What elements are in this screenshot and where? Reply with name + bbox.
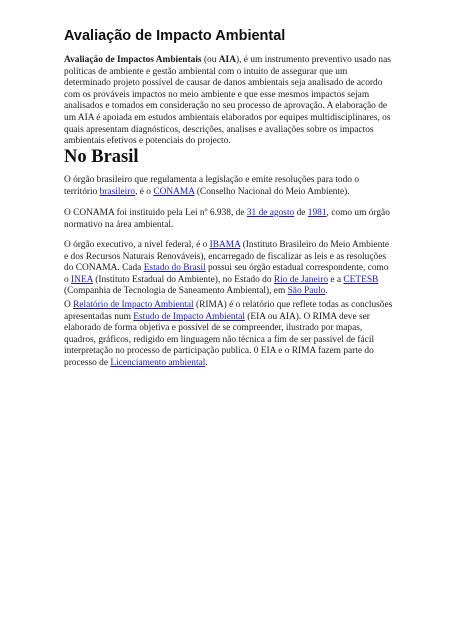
link-inea[interactable]: INEA [71, 274, 93, 285]
link-conama[interactable]: CONAMA [153, 186, 195, 197]
paragraph-conama [64, 175, 394, 198]
text: , como um órgão normativo na área ambiental. [64, 208, 390, 230]
text: (RIMA) é o relatório que reflete todas as conclusões apresentadas num [64, 300, 393, 322]
intro-bold-term: Avaliação de Impactos Ambientais [64, 55, 202, 65]
paragraph-lei [64, 208, 394, 231]
link-1981[interactable]: 1981 [307, 208, 327, 218]
intro-paragraph [64, 55, 394, 148]
link-sao-paulo[interactable]: São Paulo [287, 286, 326, 297]
text: e a [328, 274, 344, 285]
paragraph-ibama [64, 240, 394, 298]
link-relatorio-impacto-ambiental[interactable]: Relatório de Impacto Ambiental [73, 300, 194, 310]
link-cetesb[interactable]: CETESB [343, 274, 379, 285]
text: (Instituto Brasileiro do Meio Ambiente e dos Recursos Naturais Renováveis), encarregado de fiscalizar as leis e as resoluções do CONAMA. Cada [64, 240, 390, 274]
text: (Conselho Nacional do Meio Ambiente). [194, 186, 350, 197]
link-estado-do-brasil[interactable]: Estado do Brasil [143, 263, 206, 274]
text: possui seu órgão estadual correspondente, como o [64, 263, 389, 285]
link-brasileiro[interactable]: brasileiro [99, 186, 136, 197]
intro-bold-abbrev: AIA [218, 55, 236, 65]
paragraph-rima [64, 300, 394, 370]
text: (Instituto Estadual do Ambiente), no Estado do [92, 274, 274, 285]
intro-text: ), é um instrumento preventivo usado nas políticas de ambiente e gestão ambiental com o intuito de assegurar que um determinado projeto possível de causar de danos ambientais seja analisado de acordo com os prováveis impactos no meio ambiente e que esse mesmos impactos sejam analisados e tomados em consideração no seu processo de aprovação. A elaboração de um AIA é apoiada em estudos ambientais elaborados por equipes multidisciplinares, os quais apresentam diagnósticos, descrições, analises e avaliações sobre os impactos ambientais efetivos e potenciais do projecto. [64, 55, 391, 147]
text: O CONAMA foi instituido pela Lei nº 6.938, de [64, 208, 247, 218]
link-rio-de-janeiro[interactable]: Rio de Janeiro [273, 274, 329, 285]
text: O órgão brasileiro que regulamenta a legislação e emite resoluções para todo o território [64, 175, 360, 197]
text: (Companhia de Tecnologia de Saneamento Ambiental), em [64, 286, 288, 297]
page-title: Avaliação de Impacto Ambiental [64, 28, 286, 44]
link-estudo-impacto-ambiental[interactable]: Estudo de Impacto Ambiental [133, 311, 245, 322]
link-ibama[interactable]: IBAMA [209, 240, 241, 250]
text: O órgão executivo, a nível federal, é o [64, 240, 210, 250]
text: O [64, 300, 74, 310]
text: , é o [135, 186, 154, 197]
text: . [325, 286, 328, 297]
link-31-de-agosto[interactable]: 31 de agosto [246, 208, 295, 218]
text: . [205, 357, 208, 368]
intro-text: (ou [201, 55, 219, 65]
text: de [294, 208, 308, 218]
section-heading: No Brasil [64, 147, 139, 167]
link-licenciamento-ambiental[interactable]: Licenciamento ambiental [110, 357, 206, 368]
text: (EIA ou AIA). O RIMA deve ser elaborado de forma objetiva e possível de se compreender, ilustrado por mapas, quadros, gráficos, redigido em linguagem não técnica a fim de ser passível de fácil interpretação no processo de participação publica. 0 EIA e o RIMA fazem parte do processo de [64, 311, 375, 368]
